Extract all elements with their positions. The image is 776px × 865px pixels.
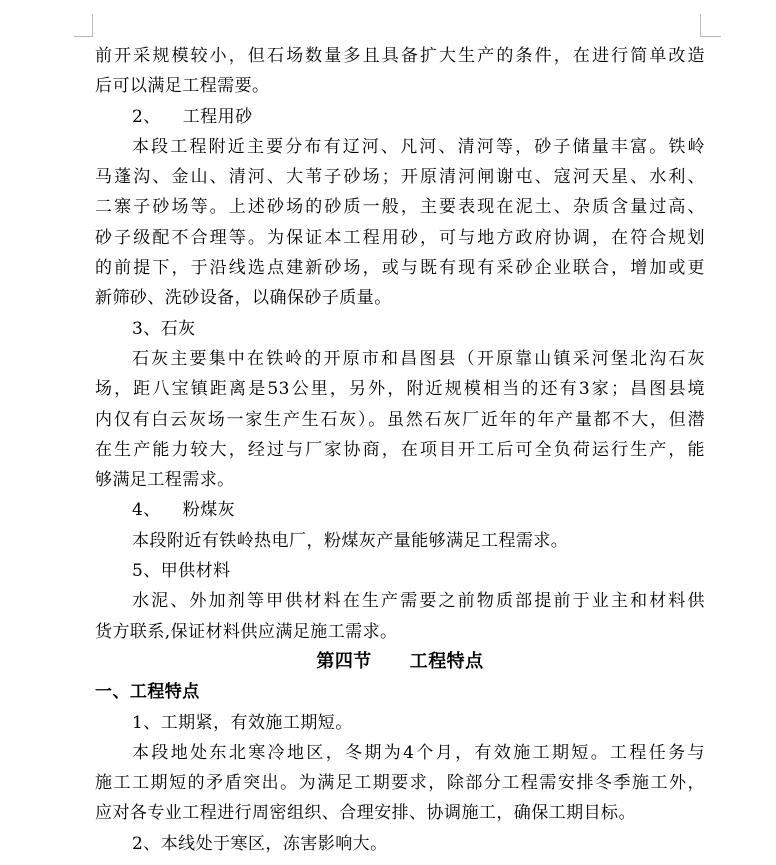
paragraph-line: 水泥、外加剂等甲供材料在生产需要之前物质部提前于业主和材料供 bbox=[132, 591, 705, 612]
paragraph-line: 前开采规模较小，但石场数量多且具备扩大生产的条件，在进行简单改造 bbox=[95, 46, 705, 66]
paragraph-line: 施工工期短的矛盾突出。为满足工期要求，除部分工程需安排冬季施工外， bbox=[95, 773, 705, 794]
paragraph-line: 的前提下，于沿线选点建新砂场，或与既有现有采砂企业联合，增加或更 bbox=[95, 258, 705, 279]
document-body bbox=[95, 41, 705, 859]
paragraph-line: 本段地处东北寒冷地区，冬期为4个月，有效施工期短。工程任务与 bbox=[132, 742, 705, 763]
paragraph-line: 内仅有白云灰场一家生产生石灰）。虽然石灰厂近年的年产量都不大，但潜 bbox=[95, 409, 705, 430]
crop-mark-top-left bbox=[74, 14, 93, 37]
paragraph-line: 够满足工程需求。 bbox=[95, 470, 235, 491]
paragraph-line: 后可以满足工程需要。 bbox=[95, 76, 270, 97]
paragraph-line: 新筛砂、洗砂设备，以确保砂子质量。 bbox=[95, 288, 392, 309]
subheading-lime: 3、石灰 bbox=[132, 318, 196, 339]
subheading-number: 2、 bbox=[132, 106, 161, 127]
paragraph-line: 应对各专业工程进行周密组织、合理安排、协调施工，确保工期目标。 bbox=[95, 803, 636, 824]
section-number: 第四节 bbox=[316, 650, 372, 672]
subheading-supplied-materials: 5、甲供材料 bbox=[132, 561, 231, 582]
chapter-heading: 一、工程特点 bbox=[95, 682, 200, 703]
subheading-frost: 2、本线处于寒区，冻害影响大。 bbox=[132, 833, 388, 854]
subheading-sand bbox=[95, 102, 705, 132]
paragraph-line: 石灰主要集中在铁岭的开原市和昌图县（开原靠山镇采河堡北沟石灰 bbox=[132, 348, 705, 369]
paragraph-line: 本段工程附近主要分布有辽河、凡河、清河等，砂子储量丰富。铁岭 bbox=[132, 136, 705, 157]
paragraph-line: 马蓬沟、金山、清河、大苇子砂场；开原清河闸谢屯、寇河天星、水利、 bbox=[95, 167, 705, 188]
paragraph-line: 在生产能力较大，经过与厂家协商，在项目开工后可全负荷运行生产，能 bbox=[95, 439, 705, 460]
subheading-number: 4、 bbox=[132, 500, 161, 521]
section-title: 工程特点 bbox=[409, 650, 484, 672]
crop-mark-top-right bbox=[700, 14, 721, 37]
subheading-fly-ash bbox=[95, 495, 705, 525]
subheading-text: 粉煤灰 bbox=[182, 500, 236, 521]
paragraph-line: 场，距八宝镇距离是53公里，另外，附近规模相当的还有3家；昌图县境 bbox=[95, 379, 705, 400]
subheading-schedule: 1、工期紧，有效施工期短。 bbox=[132, 712, 353, 733]
paragraph-line: 砂子级配不合理等。为保证本工程用砂，可与地方政府协调，在符合规划 bbox=[95, 227, 705, 248]
subheading-text: 工程用砂 bbox=[182, 106, 253, 127]
section-heading bbox=[95, 647, 705, 677]
paragraph-line: 货方联系,保证材料供应满足施工需求。 bbox=[95, 621, 398, 642]
paragraph-line: 二寨子砂场等。上述砂场的砂质一般，主要表现在泥土、杂质含量过高、 bbox=[95, 197, 705, 218]
paragraph-line: 本段附近有铁岭热电厂，粉煤灰产量能够满足工程需求。 bbox=[132, 530, 569, 551]
